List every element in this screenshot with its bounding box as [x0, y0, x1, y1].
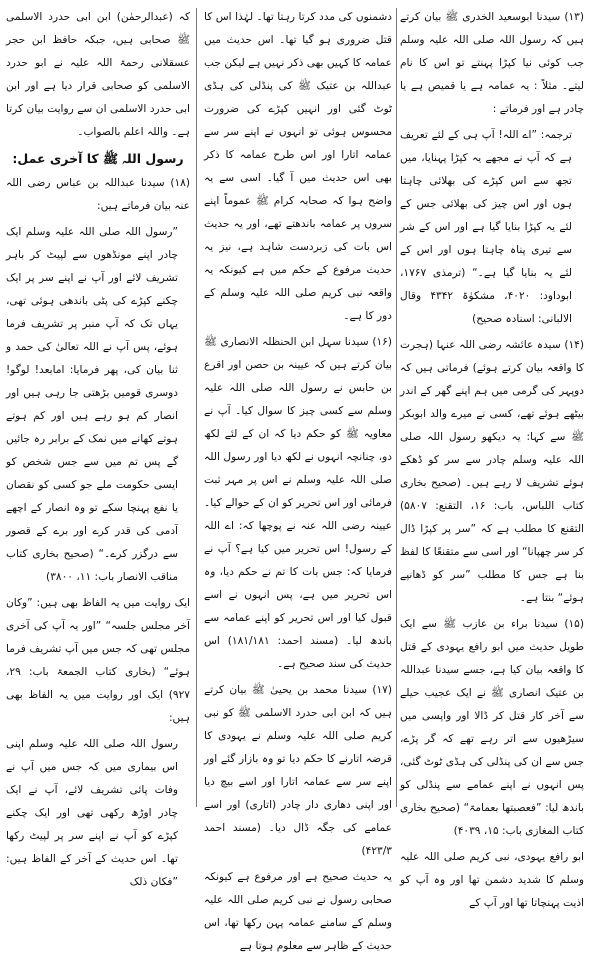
- narrator-note: کہ (عبدالرحمٰن) ابن ابی حدرد الاسلمی ﷺ صحابی ہیں، جبکہ حافظ ابن حجر عسقلانی رحمۃ اللہ علیہ نے ابو حدرد الاسلمی کو صحابی قرار دیا ہے اور ابن ابی حدرد الاسلمی ان سے روایت بیان کرتا ہے۔ واللہ اعلم بالصواب۔: [6, 11, 190, 138]
- section-heading: رسول اللہ ﷺ کا آخری عمل:: [12, 151, 184, 166]
- hadith-18-variant-text: رسول اللہ صلی اللہ علیہ وسلم اپنی اس بیماری میں کہ جس میں آپ نے وفات پائی تشریف لائے، آپ نے ایک چادر اوڑھ رکھی تھی اور ایک چکنے کپڑے کو آپ نے اپنے سر پر لپیٹ رکھا تھا۔ اس حدیث کے آخر کے الفاظ ہیں: ”فکان ذلک: [6, 738, 178, 888]
- hadith-15-commentary: دشمنوں کی مدد کرتا رہتا تھا۔ لہٰذا اس کا قتل ضروری ہو گیا تھا۔ اس حدیث میں عمامہ کا کہیں بھی ذکر نہیں ہے لیکن جب عبداللہ بن عتیک ﷺ کی پنڈلی کی ہڈی ٹوٹ گئی اور انہیں کپڑے کی ضرورت محسوس ہوئی تو انہوں نے اپنے سر سے عمامہ اتارا اور اس طرح عمامہ کا ذکر بھی اس حدیث میں آ گیا۔ اسی سے یہ واضح ہوا کہ صحابہ کرام ﷺ عموماً اپنے سروں پر عمامہ باندھتے تھے، اور یہ حدیث اس بات کی زبردست شاہد ہے، نیز یہ حدیث مرفوع کے حکم میں ہے کیونکہ یہ واقعہ نبی کریم صلی اللہ علیہ وسلم کے دور کا ہے۔: [204, 11, 392, 322]
- column-divider-right: [396, 8, 397, 807]
- hadith-16: (۱۶) سیدنا سہل ابن الحنظلہ الانصاری ﷺ بیان کرتے ہیں کہ عیینہ بن حصن اور اقرع بن حابس نے رسول اللہ صلی اللہ علیہ وسلم سے کسی چیز کا سوال کیا۔ آپ نے معاویہ ﷺ کو حکم دیا کہ ان کے لئے لکھ دو، چنانچہ انہوں نے لکھ دیا اور رسول اللہ صلی اللہ علیہ وسلم نے اس پر مہر ثبت فرمائی اور اس تحریر کو ان کے حوالے کیا۔ عیینہ رضی اللہ عنہ نے پوچھا کہ: اے اللہ کے رسول! اس تحریر میں کیا ہے؟ آپ نے فرمایا کہ: جس بات کا تم نے حکم دیا، وہ اس تحریر میں ہے، پس انہوں نے اسے قبول کیا اور اس تحریر کو اپنے عمامہ سے باندھ لیا۔ (مسند احمد: ۱۸۱/۱۸۱) اس حدیث کی سند صحیح ہے۔: [204, 336, 392, 670]
- hadith-18-variant: ایک روایت میں یہ الفاظ بھی ہیں: ”وکان آخر مجلس جلسہ“ ”اور یہ آپ کی آخری مجلس تھی کہ جس میں آپ تشریف فرما ہوئے“ (بخاری کتاب الجمعۃ باب: ۲۹، ۹۲۷) ایک اور روایت میں یہ الفاظ بھی ہیں:: [6, 597, 190, 724]
- hadith-17: (۱۷) سیدنا محمد بن یحییٰ ﷺ بیان کرتے ہیں کہ ابن ابی حدرد الاسلمی ﷺ کو نبی کریم صلی اللہ علیہ وسلم نے یہودی کا قرضہ اتارنے کا حکم دیا تو وہ بازار گئے اور اپنے سر سے عمامہ اتارا اور اسے بیچ دیا اور اپنی دھاری دار چادر (اتاری) اور اسے عمامے کی جگہ ڈال دیا۔ (مسند احمد ۴۲۳/۳): [204, 684, 392, 857]
- hadith-18-intro: (۱۸) سیدنا عبداللہ بن عباس رضی اللہ عنہ بیان فرماتے ہیں:: [6, 177, 190, 212]
- middle-column: [204, 6, 392, 952]
- column-divider-left: [196, 8, 197, 807]
- left-column: [6, 6, 190, 888]
- right-column: [400, 6, 584, 909]
- abu-rafi-note: ابو رافع یہودی، نبی کریم صلی اللہ علیہ وسلم کا شدید دشمن تھا اور وہ آپ کو اذیت پہنچاتا تھا اور آپ کے: [400, 851, 584, 909]
- hadith-14: (۱۴) سیدہ عائشہ رضی اللہ عنہا (ہجرت کا واقعہ بیان کرتے ہوئے) فرماتی ہیں کہ دوپہر کی گرمی میں ہم اپنے گھر کے اندر بیٹھے ہوئے تھے، کسی نے میرے والد ابوبکر ﷺ سے کہا: یہ دیکھو رسول اللہ صلی اللہ علیہ وسلم چادر سے سر کو ڈھکے ہوئے تشریف لا رہے ہیں۔ (صحیح بخاری کتاب اللباس، باب: ۱۶، التقنع: ۵۸۰۷) التقنع کا مطلب ہے کہ ”سر پر کپڑا ڈال کر سر چھپانا“ اور اسی سے متقنعًا کا لفظ بنا ہے جس کا مطلب ”سر کو ڈھانپے ہوئے“ بنتا ہے۔: [400, 339, 584, 604]
- hadith-17-commentary: یہ حدیث صحیح ہے اور مرفوع ہے کیونکہ صحابی رسول نے نبی کریم صلی اللہ علیہ وسلم کے سامنے عمامہ پہن رکھا تھا، اس حدیث کے ظاہر سے معلوم ہوتا ہے: [204, 871, 392, 952]
- hadith-18-text: ”رسول اللہ صلی اللہ علیہ وسلم ایک چادر اپنے مونڈھوں سے لپیٹ کر باہر تشریف لائے اور آپ نے اپنے سر پر ایک چکنے کپڑے کی پٹی باندھی ہوئی تھی، یہاں تک کہ آپ منبر پر تشریف فرما ہوئے، پس آپ نے اللہ تعالیٰ کی حمد و ثنا بیان کی، پھر فرمایا: امابعد! لوگو! دوسری قومیں بڑھتی جا رہی ہیں اور انصار کم ہو رہے ہیں اور کم ہوتے ہوتے کھانے میں نمک کے برابر رہ جائیں گے پس تم میں سے جس شخص کو ایسی حکومت ملے جو کسی کو نقصان یا نفع پہنچا سکے تو وہ انصار کے اچھے آدمی کی قدر کرے اور برے کے قصور سے درگزر کرے۔“ (صحیح بخاری کتاب مناقب الانصار باب: ۱۱، ۳۸۰۰): [6, 226, 178, 583]
- hadith-15: (۱۵) سیدنا براء بن عازب ﷺ سے ایک طویل حدیث میں ابو رافع یہودی کے قتل کا واقعہ بیان کیا ہے، جسے سیدنا عبداللہ بن عتیک انصاری ﷺ نے ایک عجیب حیلے سے آخر کار قتل کر ڈالا اور واپسی میں سیڑھیوں سے اتر رہے تھے کہ گر پڑے، جس سے ان کی پنڈلی کی ہڈی ٹوٹ گئی، پس انہوں نے اپنے عمامے سے پنڈلی کو باندھ لیا: ”فعصبتھا بعمامۃ“ (صحیح بخاری کتاب المغازی باب: ۱۵، ۴۰۳۹): [400, 618, 584, 837]
- hadith-13-translation: ترجمہ: ”اے اللہ! آپ ہی کے لئے تعریف ہے کہ آپ نے مجھے یہ کپڑا پہنایا، میں تجھ سے اس کپڑے کی بھلائی چاہتا ہوں اور اس چیز کی بھلائی جس کے لئے یہ کپڑا بنایا گیا ہے اور اس کے شر سے تیری پناہ چاہتا ہوں اور اس کے لئے یہ بنایا گیا ہے۔“ (ترمذی ۱۷۶۷، ابوداود: ۴۰۲۰، مشکوٰۃ ۴۳۴۲ وقال الالبانی: اسنادہ صحیح): [400, 129, 572, 325]
- hadith-13: (۱۳) سیدنا ابوسعید الخدری ﷺ بیان کرتے ہیں کہ رسول اللہ صلی اللہ علیہ وسلم جب کوئی نیا کپڑا پہنتے تو اس کا نام لیتے۔ مثلاً : یہ عمامہ ہے یا قمیص ہے یا چادر ہے اور فرماتے :: [400, 11, 584, 115]
